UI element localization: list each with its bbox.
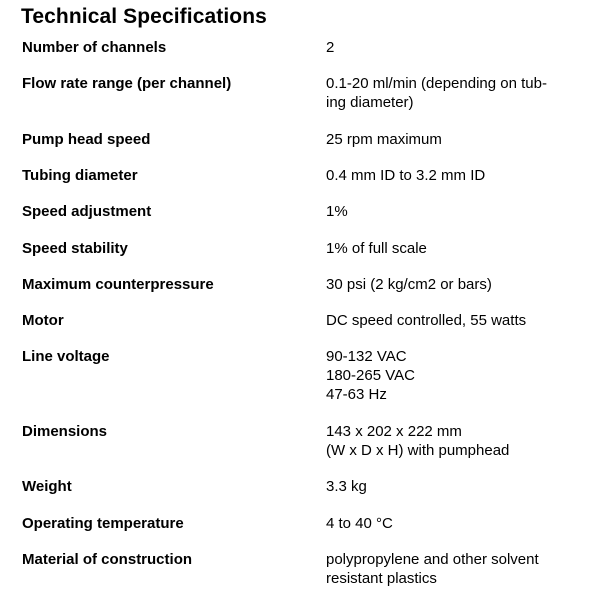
spec-label: Operating temperature: [22, 515, 184, 532]
spec-value-line: 0.1-20 ml/min (depending on tub-: [326, 75, 547, 92]
spec-value-line: 0.4 mm ID to 3.2 mm ID: [326, 167, 486, 184]
spec-label: Motor: [22, 312, 64, 329]
spec-value: [326, 202, 348, 221]
spec-value: [326, 347, 415, 404]
spec-value-line: ing diameter): [326, 94, 414, 111]
spec-label: Flow rate range (per channel): [22, 75, 232, 92]
spec-value-line: 30 psi (2 kg/cm2 or bars): [326, 276, 492, 293]
spec-label: Material of construction: [22, 551, 193, 568]
spec-value: [326, 130, 442, 149]
spec-value: [326, 239, 427, 258]
spec-label: Number of channels: [22, 39, 167, 56]
spec-label: Tubing diameter: [22, 167, 138, 184]
spec-label: Maximum counterpressure: [22, 276, 214, 293]
spec-value-line: resistant plastics: [326, 570, 437, 587]
spec-label: Speed stability: [22, 240, 128, 257]
spec-value: [326, 38, 334, 57]
spec-label: Weight: [22, 478, 72, 495]
spec-value-line: 25 rpm maximum: [326, 131, 442, 148]
spec-value-line: DC speed controlled, 55 watts: [326, 312, 527, 329]
spec-value: [326, 477, 367, 496]
spec-value-line: 47-63 Hz: [326, 386, 387, 403]
spec-value-line: polypropylene and other solvent: [326, 551, 539, 568]
spec-value-line: 3.3 kg: [326, 478, 367, 495]
spec-value: [326, 550, 539, 588]
spec-value: [326, 311, 526, 330]
spec-value-line: 4 to 40 °C: [326, 515, 393, 532]
spec-label: Speed adjustment: [22, 203, 152, 220]
spec-value-line: 180-265 VAC: [326, 367, 415, 384]
spec-label: Line voltage: [22, 348, 110, 365]
spec-value-line: 90-132 VAC: [326, 348, 407, 365]
spec-label: Pump head speed: [22, 131, 151, 148]
spec-label: Dimensions: [22, 423, 108, 440]
spec-value: [326, 166, 485, 185]
spec-value: [326, 422, 509, 460]
spec-value-line: 2: [326, 39, 335, 56]
spec-value-line: 1%: [326, 203, 348, 220]
spec-value-line: 1% of full scale: [326, 240, 427, 257]
spec-value: [326, 275, 492, 294]
spec-value-line: 143 x 202 x 222 mm: [326, 423, 462, 440]
page-title: Technical Specifications: [21, 5, 267, 28]
spec-value: [326, 514, 393, 533]
spec-value: [326, 74, 547, 112]
spec-value-line: (W x D x H) with pumphead: [326, 442, 510, 459]
